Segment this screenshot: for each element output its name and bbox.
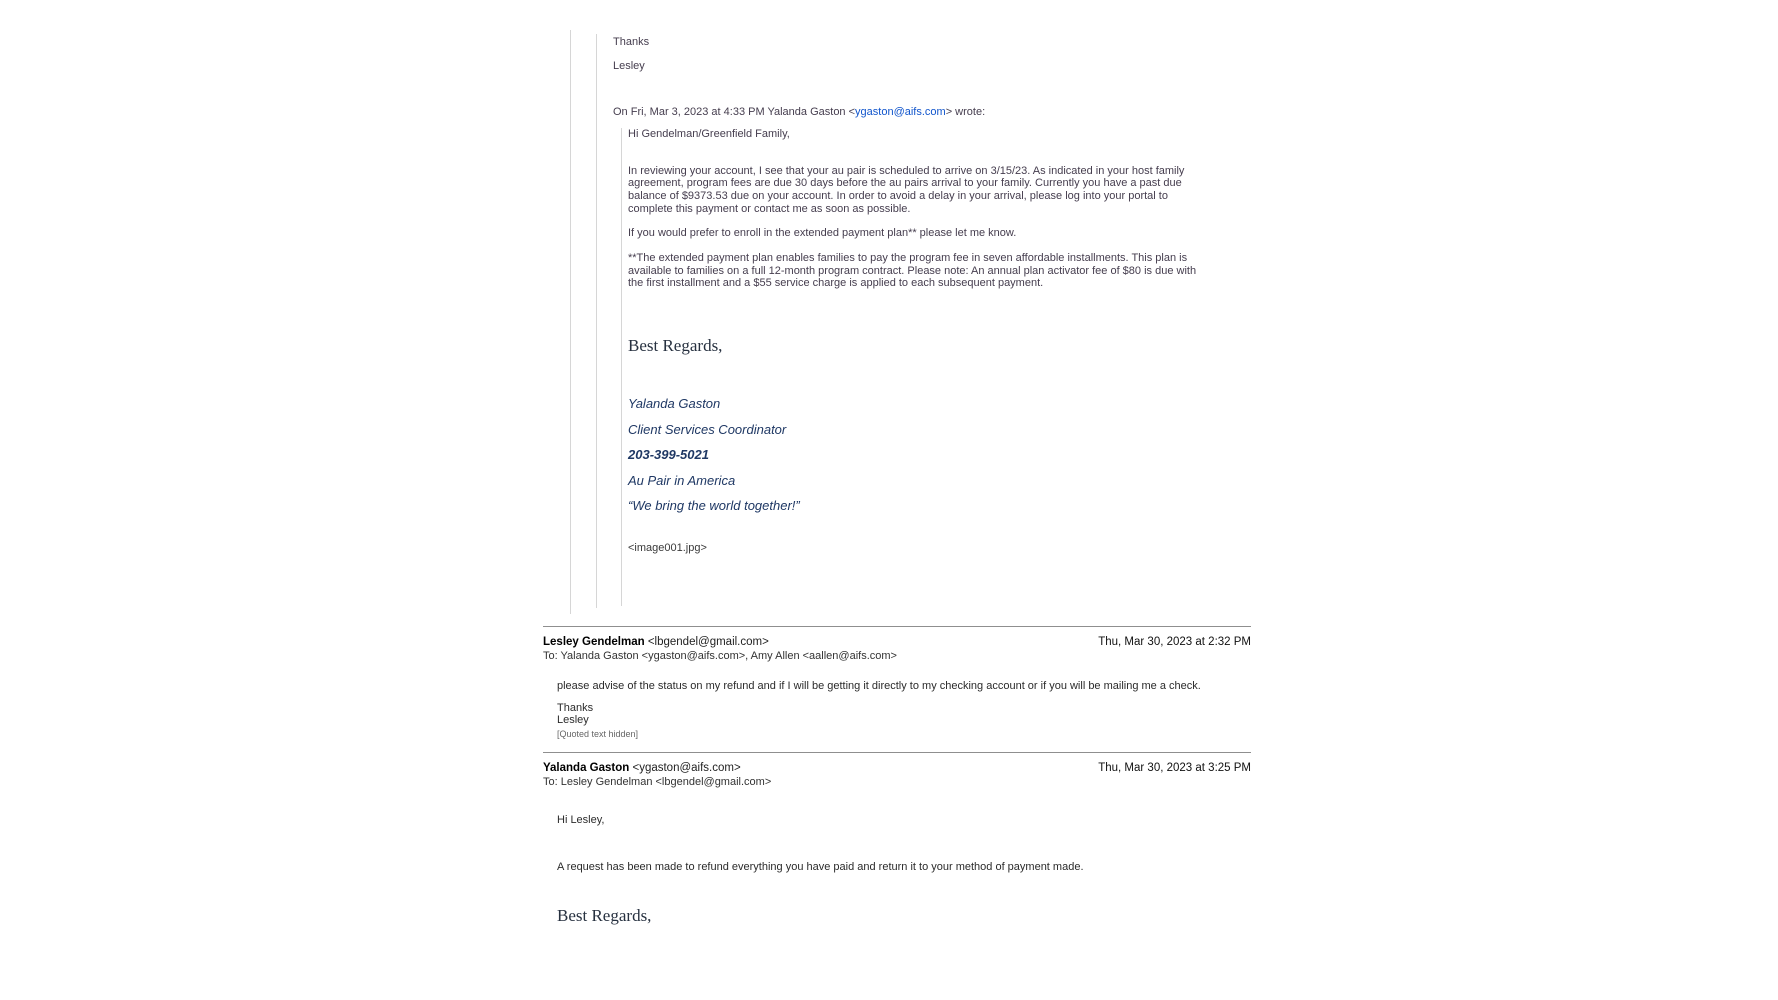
sender-email: <lbgendel@gmail.com> — [647, 636, 769, 649]
email-thread-document — [543, 30, 1251, 926]
attribution-suffix: > wrote: — [945, 106, 986, 118]
sender-name: Lesley Gendelman — [543, 636, 645, 649]
quoted-message-paragraph: In reviewing your account, I see that your au pair is scheduled to arrive on 3/15/23. As indicated in your host family agreement, program fees are due 30 days before the au pairs arrival to your family. Currently you have a past due balance of $9373.53 due on your account. In order to avoid a delay in your arrival, please log into your portal to complete this payment or contact me as soon as possible. — [628, 164, 1185, 215]
sender — [543, 635, 769, 649]
sign-off-line: Thanks — [557, 701, 594, 714]
signature-phone: 203-399-5021 — [628, 447, 709, 463]
quote-level-3 — [621, 128, 1251, 606]
inline-image-placeholder: <image001.jpg> — [628, 542, 707, 555]
quote-level-2 — [596, 34, 1251, 608]
quoted-reply-line: Thanks — [613, 36, 650, 48]
quoted-message-greeting: Hi Gendelman/Greenfield Family, — [628, 128, 790, 140]
message-body — [543, 814, 1251, 926]
message-date: Thu, Mar 30, 2023 at 3:25 PM — [1098, 762, 1251, 775]
sender — [543, 761, 741, 775]
signature-title: Client Services Coordinator — [628, 421, 787, 437]
body-paragraph: A request has been made to refund everything you have paid and return it to your method of payment made. — [557, 860, 1084, 873]
message-divider — [543, 626, 1251, 627]
email-link-ygaston[interactable]: ygaston@aifs.com — [855, 106, 946, 118]
quoted-text-hidden-note: [Quoted text hidden] — [557, 728, 639, 739]
signature-name: Yalanda Gaston — [628, 396, 721, 412]
quoted-message-paragraph: **The extended payment plan enables families to pay the program fee in seven affordable installments. This plan is available to families on a full 12-month program contract. Please note: An annual plan activator fee of $80 is due with the first installment and a $55 service charge is applied to each subsequent payment. — [628, 252, 1197, 290]
sign-off-line: Lesley — [557, 714, 589, 727]
signature-tagline: “We bring the world together!” — [628, 498, 800, 514]
message-date: Thu, Mar 30, 2023 at 2:32 PM — [1098, 636, 1251, 649]
recipients-line: To: Yalanda Gaston <ygaston@aifs.com>, Amy Allen <aallen@aifs.com> — [543, 650, 897, 663]
sender-name: Yalanda Gaston — [543, 762, 630, 775]
recipients-line: To: Lesley Gendelman <lbgendel@gmail.com> — [543, 776, 772, 789]
message-header — [543, 761, 1251, 789]
attribution-prefix: On Fri, Mar 3, 2023 at 4:33 PM Yalanda Gaston < — [613, 106, 856, 118]
message-header — [543, 635, 1251, 663]
quote-level-1 — [570, 30, 1251, 614]
quoted-reply-line: Lesley — [613, 59, 645, 72]
body-paragraph: please advise of the status on my refund and if I will be getting it directly to my checking account or if you will be mailing me a check. — [557, 680, 1201, 693]
quote-attribution — [613, 106, 1251, 119]
message-body — [543, 680, 1251, 740]
sender-email: <ygaston@aifs.com> — [632, 762, 741, 775]
signature-block — [628, 397, 1251, 512]
from-line — [543, 761, 1251, 775]
body-greeting: Hi Lesley, — [557, 814, 605, 827]
from-line — [543, 635, 1251, 649]
message-closing: Best Regards, — [557, 906, 652, 926]
quoted-message-closing: Best Regards, — [628, 336, 723, 356]
quoted-message-paragraph: If you would prefer to enroll in the extended payment plan** please let me know. — [628, 227, 1017, 240]
message-divider — [543, 752, 1251, 753]
signature-company: Au Pair in America — [628, 472, 736, 488]
